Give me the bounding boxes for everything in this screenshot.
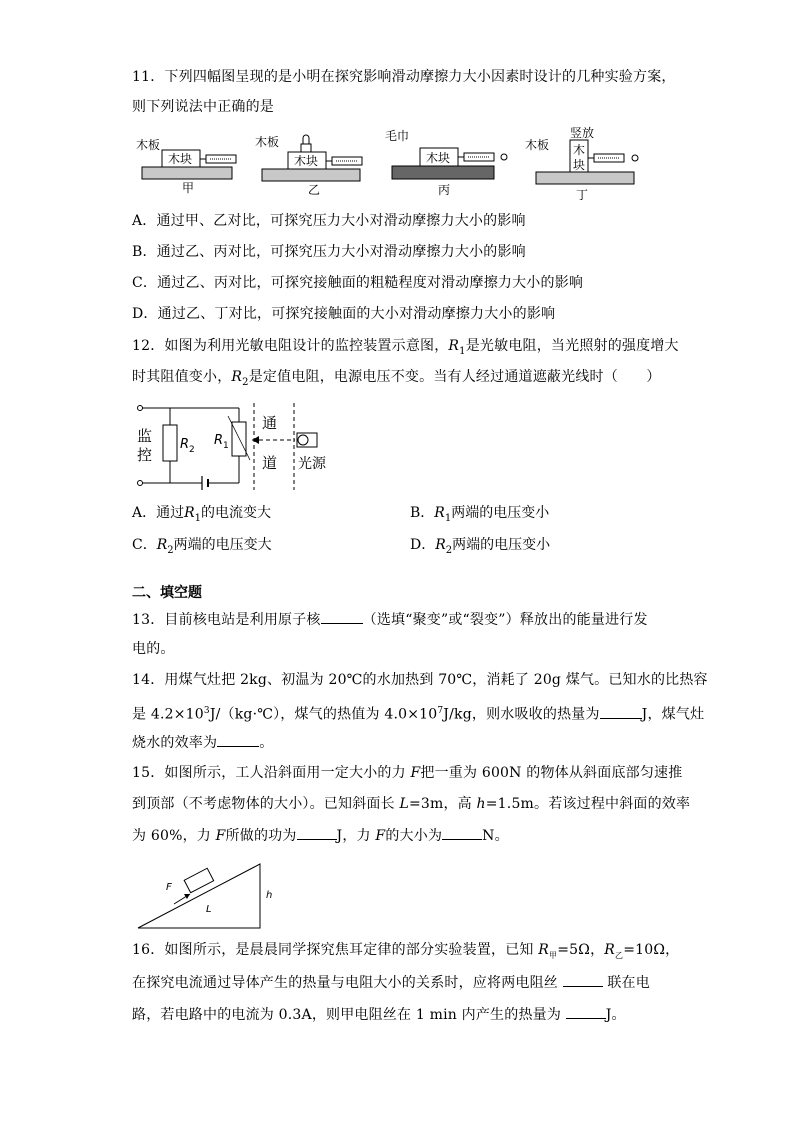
block-label: 木块 (294, 154, 319, 168)
q16-blank-heat[interactable] (566, 1004, 606, 1019)
height-label: h (266, 890, 273, 901)
q16-blank-connection[interactable] (563, 972, 603, 987)
q15-line1: 15．如图所示，工人沿斜面用一定大小的力 F把一重为 600N 的物体从斜面底部匀速推 (132, 765, 683, 781)
r2-label: R (180, 437, 190, 452)
r2-label-sub: 2 (189, 445, 195, 455)
monitor-label-1: 监 (137, 427, 153, 445)
q14-line3: 烧水的效率为 。 (132, 732, 273, 753)
weight (301, 144, 311, 152)
q11-option-d[interactable]: D．通过乙、丁对比，可探究接触面的大小对滑动摩擦力大小的影响 (132, 306, 556, 322)
label-yi: 乙 (308, 183, 321, 197)
q13-line2: 电的。 (132, 641, 175, 657)
towel-label: 毛巾 (385, 129, 410, 143)
block-on-incline (184, 868, 214, 892)
force-label: F (166, 882, 172, 893)
q11-option-c[interactable]: C．通过乙、丙对比，可探究接触面的粗糙程度对滑动摩擦力大小的影响 (132, 275, 584, 291)
q11-figure (130, 124, 650, 204)
block-label: 木块 (426, 151, 451, 165)
board-label: 木板 (525, 138, 550, 152)
figure-ding (525, 125, 638, 202)
q11-stem-line1: 11．下列四幅图呈现的是小明在探究影响滑动摩擦力大小因素时设计的几种实验方案， (132, 69, 676, 85)
q12-stem-line2: 时其阻值变小，$R_2$是定值电阻，电源电压不变。当有人经过通道遮蔽光线时（ ） (132, 369, 661, 388)
board-label: 木板 (136, 138, 161, 152)
q12-option-d[interactable]: D．$R_2$两端的电压变小 (410, 537, 551, 556)
q12-option-b[interactable]: B．$R_1$两端的电压变小 (410, 505, 550, 524)
q14-blank-heat[interactable] (600, 704, 642, 719)
board-label: 木板 (255, 135, 280, 149)
block-label: 木块 (168, 152, 193, 166)
block-vertical-2: 块 (573, 158, 586, 172)
q15-incline-figure (134, 858, 284, 934)
label-jia: 甲 (182, 181, 195, 195)
r1-label-sub: 1 (223, 441, 229, 451)
channel-label-2: 道 (262, 454, 278, 472)
q15-blank-force[interactable] (442, 825, 482, 840)
q12-option-c[interactable]: C．$R_2$两端的电压变大 (132, 537, 272, 556)
q11-stem-line2: 则下列说法中正确的是 (132, 99, 274, 115)
r1-label: R (214, 433, 224, 448)
resistor-r1 (232, 422, 246, 456)
monitor-label-2: 控 (137, 446, 153, 464)
q12-stem-line1: 12．如图为利用光敏电阻设计的监控装置示意图，$R_1$是光敏电阻，当光照射的强度增大 (132, 338, 679, 357)
figure-jia (136, 137, 236, 195)
block-vertical-1: 木 (573, 143, 586, 157)
q15-blank-work[interactable] (297, 825, 337, 840)
q13-line1: 13．目前核电站是利用原子核 （选填“聚变”或“裂变”）释放出的能量进行发 (132, 609, 648, 630)
q15-line2: 到顶部（不考虑物体的大小）。已知斜面长 L=3m，高 h=1.5m。若该过程中斜面的效率 (132, 796, 691, 812)
q12-circuit-figure (132, 398, 352, 496)
resistor-r2 (163, 425, 177, 461)
section-title-fill-in: 二、填空题 (132, 585, 202, 601)
upright-label: 竖放 (570, 126, 595, 140)
q14-line2: 是 $4.2\times 10^3J/(kg\cdot℃)$，煤气的热值为 $4.0\times 10^7J/kg$，则水吸收的热量为 J，煤气灶 (132, 701, 704, 725)
q12-option-a[interactable]: A．通过$R_1$的电流变大 (132, 505, 272, 524)
label-bing: 丙 (438, 183, 451, 197)
q14-line1: 14．用煤气灶把 2kg、初温为 20℃的水加热到 70℃，消耗了 20g 煤气。已知水的比热容 (132, 672, 708, 688)
q15-line3: 为 60%，力 F所做的功为 J，力 F的大小为 N。 (132, 825, 509, 846)
q13-blank[interactable] (321, 609, 363, 624)
figure-bing (385, 128, 507, 197)
figure-yi (255, 134, 362, 197)
length-label: L (206, 904, 212, 915)
q16-line3: 路，若电路中的电流为 0.3A，则甲电阻丝在 1 min 内产生的热量为 J。 (132, 1004, 626, 1025)
q14-blank-efficiency[interactable] (217, 732, 259, 747)
label-ding: 丁 (576, 188, 589, 202)
q11-option-a[interactable]: A．通过甲、乙对比，可探究压力大小对滑动摩擦力大小的影响 (132, 213, 526, 229)
q16-line1: 16．如图所示，是晨晨同学探究焦耳定律的部分实验装置，已知 $R_甲=5\Omega$，$R_乙=10\Omega$， (132, 942, 680, 960)
channel-label-1: 通 (262, 414, 278, 432)
light-source-label: 光源 (298, 456, 326, 472)
q16-line2: 在探究电流通过导体产生的热量与电阻大小的关系时，应将两电阻丝 联在电 (132, 972, 650, 993)
q11-option-b[interactable]: B．通过乙、丙对比，可探究压力大小对滑动摩擦力大小的影响 (132, 244, 526, 260)
